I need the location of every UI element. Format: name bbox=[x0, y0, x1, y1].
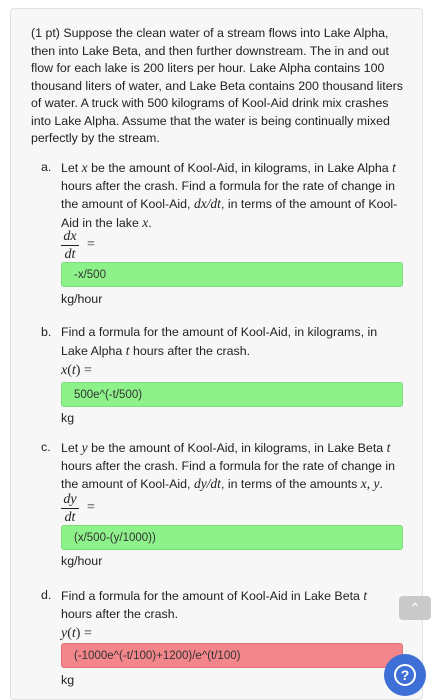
problem-statement: (1 pt) Suppose the clean water of a stream flows into Lake Alpha, then into Lake Beta, and then further downstream. The in and out flow for each lake is 200 liters per hour. Lake Alpha contains 100 thousand liters of water, and Lake Beta contains 200 thousand liters of water. A truck with 500 kilograms of Kool-Aid drink mix crashes into Lake Alpha. Assume that the water is being continually mixed perfectly by the stream. bbox=[31, 26, 403, 145]
answer-c-field[interactable]: (x/500-(y/1000)) bbox=[61, 525, 403, 550]
unit-d: kg bbox=[61, 673, 75, 687]
problem-card bbox=[10, 8, 423, 700]
part-a-question: Let x be the amount of Kool-Aid, in kilograms, in Lake Alpha t hours after the crash. Find a formula for the rate of change in the amount of Kool-Aid, dx/dt, in terms of the amount of Kool-Aid in the lake x. bbox=[61, 160, 398, 230]
answer-d-field[interactable]: (-1000e^(-t/100)+1200)/e^(t/100) bbox=[61, 643, 403, 668]
scroll-up-button[interactable] bbox=[399, 596, 431, 620]
part-c bbox=[41, 439, 421, 569]
part-b-question: Find a formula for the amount of Kool-Aid, in kilograms, in Lake Alpha t hours after the crash. bbox=[61, 325, 378, 358]
dy-dt-label: dy dt = bbox=[61, 491, 101, 525]
part-a-letter: a. bbox=[41, 160, 52, 174]
unit-c: kg/hour bbox=[61, 554, 103, 568]
part-b-letter: b. bbox=[41, 325, 52, 339]
x-of-t-label: x(t) = bbox=[61, 363, 92, 378]
answer-b-field[interactable]: 500e^(-t/500) bbox=[61, 382, 403, 407]
answer-a-field[interactable]: -x/500 bbox=[61, 262, 403, 287]
help-button[interactable] bbox=[384, 654, 426, 696]
question-icon: ? bbox=[394, 664, 416, 686]
part-a bbox=[41, 159, 421, 306]
part-c-question: Let y be the amount of Kool-Aid, in kilograms, in Lake Beta t hours after the crash. Find a formula for the rate of change in the amount of Kool-Aid, dy/dt, in terms of the amounts x, y. bbox=[61, 440, 396, 491]
chevron-up-icon: ⌃ bbox=[409, 600, 421, 616]
part-d-question: Find a formula for the amount of Kool-Aid in Lake Beta t hours after the crash. bbox=[61, 588, 368, 621]
part-c-letter: c. bbox=[41, 440, 51, 454]
part-b bbox=[41, 324, 421, 424]
unit-b: kg bbox=[61, 411, 75, 425]
unit-a: kg/hour bbox=[61, 292, 103, 306]
part-d bbox=[41, 587, 421, 687]
dx-dt-label: dx dt = bbox=[61, 228, 101, 262]
y-of-t-label: y(t) = bbox=[61, 626, 92, 641]
part-d-letter: d. bbox=[41, 588, 52, 602]
